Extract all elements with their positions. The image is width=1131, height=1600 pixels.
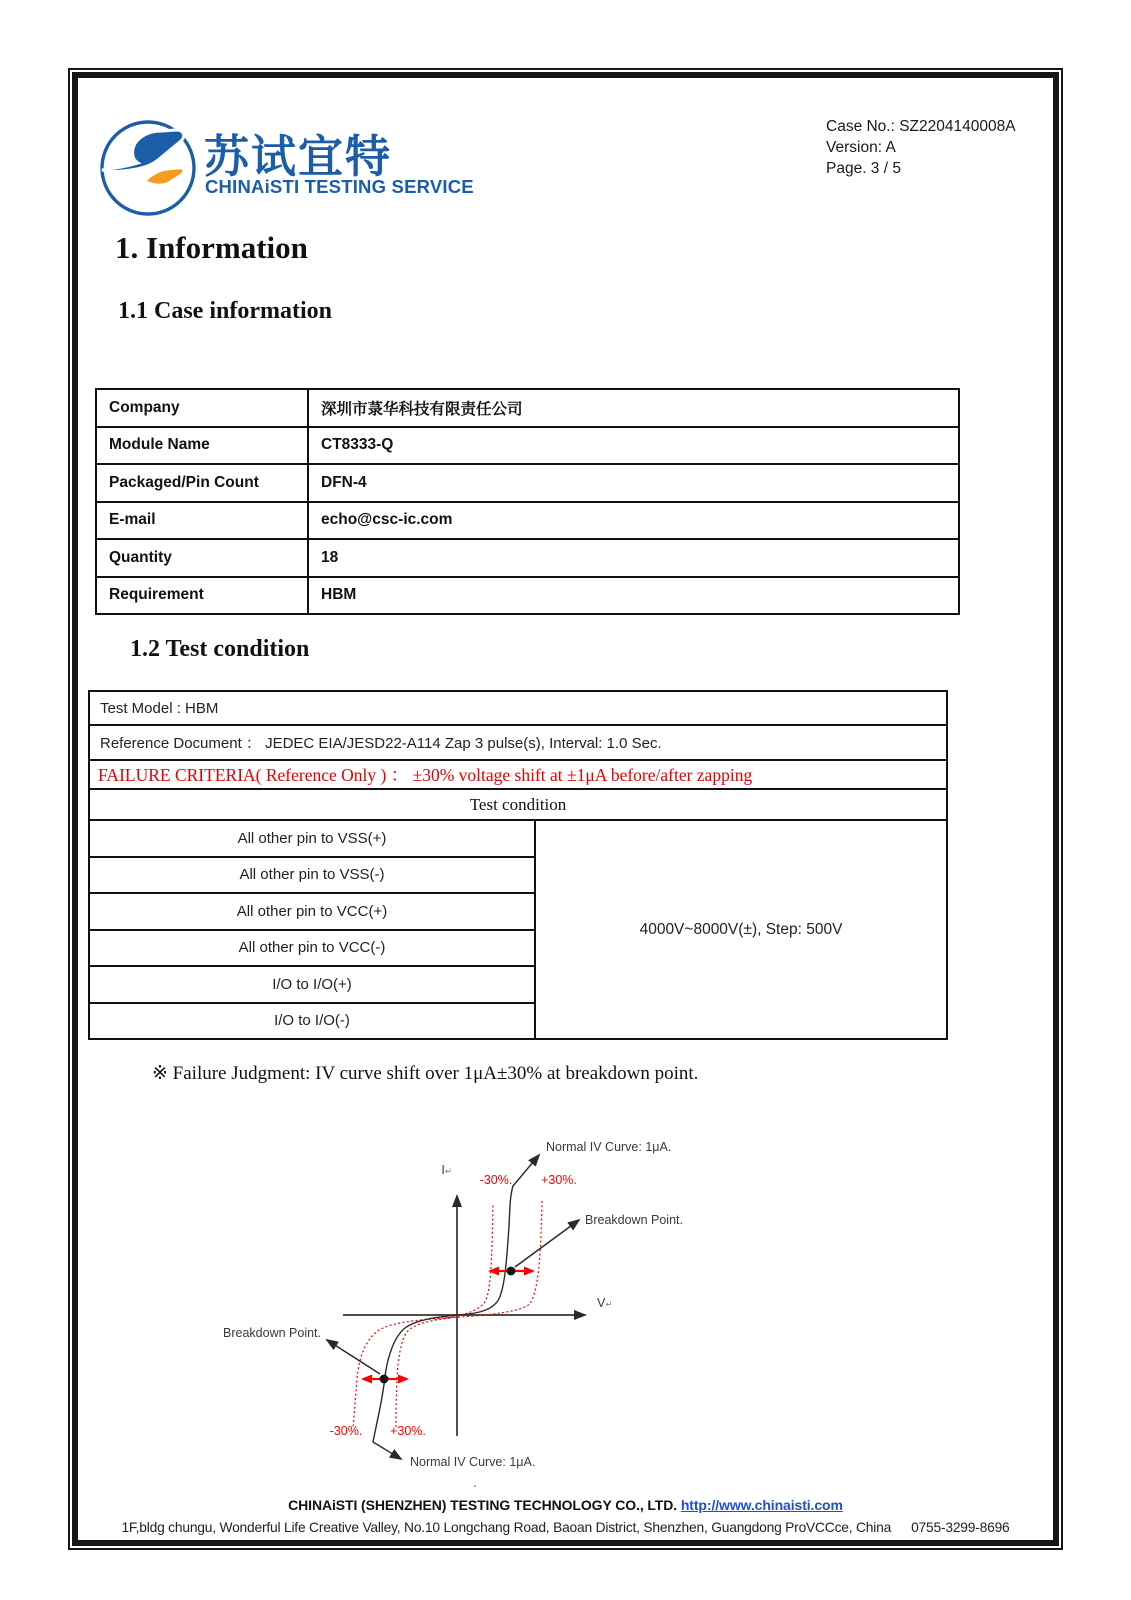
- plus30-label-bottom: +30%.: [390, 1424, 426, 1438]
- plus30-curve-top: [445, 1200, 542, 1318]
- pin-row: All other pin to VCC(-): [90, 931, 534, 968]
- footer-company-name: CHINAiSTI (SHENZHEN) TESTING TECHNOLOGY CO., LTD.: [288, 1497, 681, 1513]
- footer-company-line: [80, 1497, 1051, 1513]
- row-value: HBM: [321, 586, 357, 604]
- normal-curve-label-bottom: Normal IV Curve: 1μA.: [410, 1455, 536, 1469]
- table-row: [97, 503, 958, 541]
- voltage-range-cell: 4000V~8000V(±), Step: 500V: [639, 920, 843, 938]
- iv-curve-figure: [155, 1106, 945, 1500]
- reference-document-row: Reference Document ： JEDEC EIA/JESD22-A114 Zap 3 pulse(s), Interval: 1.0 Sec.: [90, 726, 946, 761]
- test-condition-grid: [90, 821, 946, 1038]
- table-row: [97, 540, 958, 578]
- row-label: Company: [97, 390, 309, 426]
- pin-combination-column: [90, 821, 536, 1038]
- minus30-label-top: -30%.: [479, 1173, 513, 1187]
- table-row: [97, 390, 958, 428]
- row-label: Quantity: [97, 540, 309, 576]
- page-number: Page. 3 / 5: [826, 160, 901, 177]
- row-label: Requirement: [97, 578, 309, 614]
- pin-row: All other pin to VSS(-): [90, 858, 534, 895]
- stray-dot: .: [473, 1476, 477, 1490]
- plus30-label-top: +30%.: [541, 1173, 577, 1187]
- subsection-title-test-condition: 1.2 Test condition: [130, 636, 310, 662]
- test-condition-header: Test condition: [90, 790, 946, 821]
- pin-row: All other pin to VSS(+): [90, 821, 534, 858]
- test-condition-table: [88, 690, 948, 1040]
- row-label: E-mail: [97, 503, 309, 539]
- breakdown-label-top: Breakdown Point.: [585, 1213, 683, 1227]
- pin-row: All other pin to VCC(+): [90, 894, 534, 931]
- footer-address: 1F,bldg chungu, Wonderful Life Creative Valley, No.10 Longchang Road, Baoan District, Shenzhen, Guangdong ProVCCce, China: [121, 1520, 892, 1535]
- minus30-label-bottom: -30%.: [329, 1424, 363, 1438]
- footer-website-link[interactable]: http://www.chinaisti.com: [680, 1497, 843, 1513]
- normal-curve-label-top: Normal IV Curve: 1μA.: [546, 1140, 672, 1154]
- test-model-row: Test Model : HBM: [90, 692, 946, 726]
- company-logo-icon: [96, 118, 200, 222]
- plus30-curve-bottom: [396, 1318, 450, 1428]
- breakdown-pointer-top: [515, 1220, 579, 1267]
- row-value: 深圳市菉华科技有限责任公司: [321, 400, 523, 418]
- row-value: CT8333-Q: [321, 436, 394, 454]
- row-label: Packaged/Pin Count: [97, 465, 309, 501]
- axis-label-i: I↵: [441, 1163, 452, 1177]
- section-title-information: 1. Information: [115, 230, 308, 265]
- logo-english-name: CHINAiSTI TESTING SERVICE: [205, 176, 474, 197]
- breakdown-point-dot-bottom: [380, 1375, 389, 1384]
- table-row: [97, 465, 958, 503]
- case-number: Case No.: SZ2204140008A: [826, 118, 1016, 135]
- breakdown-pointer-bottom: [327, 1340, 380, 1374]
- row-label: Module Name: [97, 428, 309, 464]
- failure-judgment-note: ※ Failure Judgment: IV curve shift over 1μA±30% at breakdown point.: [152, 1063, 699, 1084]
- row-value: 18: [321, 548, 339, 566]
- case-information-table: [95, 388, 960, 615]
- logo-orange-swoosh: [146, 168, 184, 185]
- table-row: [97, 578, 958, 614]
- row-value: echo@csc-ic.com: [321, 511, 453, 529]
- footer-phone: 0755-3299-8696: [911, 1520, 1010, 1535]
- minus30-curve-bottom: [353, 1317, 457, 1428]
- axis-label-v: V↵: [597, 1296, 613, 1310]
- table-row: [97, 428, 958, 466]
- version: Version: A: [826, 139, 896, 156]
- header-case-info: [826, 116, 1016, 179]
- minus30-curve-top: [435, 1203, 493, 1320]
- breakdown-point-dot-top: [507, 1267, 516, 1276]
- pin-row: I/O to I/O(+): [90, 967, 534, 1004]
- footer-address-line: [78, 1520, 1053, 1535]
- row-value: DFN-4: [321, 473, 367, 491]
- logo-chinese-name: 苏试宜特: [204, 131, 393, 182]
- failure-criteria-row: FAILURE CRITERIA( Reference Only ) ： ±30% voltage shift at ±1μA before/after zapping: [90, 761, 946, 790]
- breakdown-label-bottom: Breakdown Point.: [223, 1326, 321, 1340]
- subsection-title-case-information: 1.1 Case information: [118, 298, 332, 324]
- pin-row: I/O to I/O(-): [274, 1012, 350, 1030]
